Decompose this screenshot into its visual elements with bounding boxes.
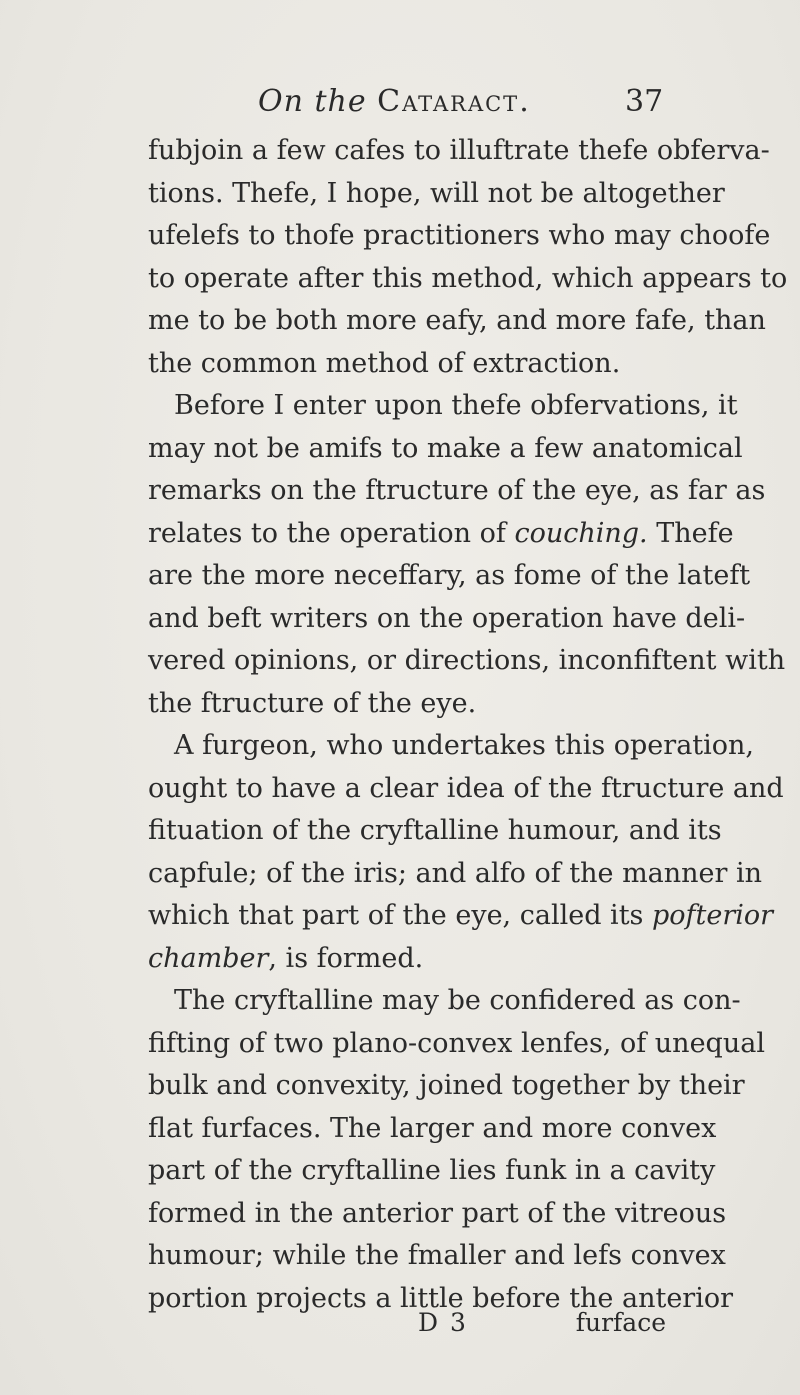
text-line: [148, 1193, 727, 1236]
text-line-content: fituation of the cryftalline humour, and its: [148, 815, 722, 846]
text-line: [148, 640, 786, 683]
text-line-content: formed in the anterior part of the vitreous: [148, 1197, 727, 1229]
text-line-content: capfule; of the iris; and alfo of the manner in: [148, 857, 763, 889]
text-line: [148, 1065, 745, 1108]
text-line: [148, 853, 763, 896]
body-text: [148, 130, 788, 1320]
text-line: [148, 683, 668, 726]
text-line-content: remarks on the ftructure of the eye, as far as: [148, 475, 766, 506]
text-line: [148, 385, 738, 428]
title-main: Cataract.: [377, 84, 531, 119]
page-footer: [148, 1308, 668, 1348]
text-line-content: and beft writers on the operation have deli-: [148, 602, 746, 634]
text-line-content: tions. Thefe, I hope, will not be altogether: [148, 177, 725, 209]
running-header: [258, 84, 664, 128]
text-line: [148, 1150, 716, 1193]
text-line: [148, 598, 746, 641]
text-line-content: may not be amifs to make a few anatomical: [148, 432, 743, 464]
text-segment: relates to the operation of: [148, 517, 515, 549]
text-segment: Thefe: [647, 517, 734, 549]
text-line: [148, 725, 754, 768]
text-line: [148, 768, 784, 811]
italic-term: chamber: [148, 942, 269, 974]
text-line-content: portion projects a little before the anterior: [148, 1282, 734, 1314]
catchword: furface: [575, 1308, 666, 1337]
text-line: [148, 173, 725, 216]
text-line-content: fubjoin a few cafes to illuftrate thefe obferva-: [148, 135, 770, 166]
text-line-content: are the more neceffary, as fome of the lateft: [148, 560, 751, 591]
text-line: [148, 1235, 726, 1278]
text-segment: , is formed.: [268, 942, 424, 974]
text-line-content: flat furfaces. The larger and more convex: [148, 1112, 717, 1144]
text-line: [148, 895, 774, 938]
text-line: [148, 810, 722, 853]
text-line: [148, 258, 788, 301]
text-line-content: The cryftalline may be confidered as con-: [174, 985, 741, 1016]
text-line-content: me to be both more eafy, and more fafe, than: [148, 305, 766, 336]
page-number: 37: [625, 84, 664, 119]
text-line: [148, 1108, 717, 1151]
signature-mark: D 3: [418, 1308, 468, 1337]
text-line-content: ufelefs to thofe practitioners who may choofe: [148, 220, 771, 251]
text-line: [148, 470, 766, 513]
text-line-content: A furgeon, who undertakes this operation,: [174, 730, 754, 761]
text-line: [148, 215, 771, 258]
text-line-content: part of the cryftalline lies funk in a cavity: [148, 1155, 716, 1186]
italic-term: couching.: [514, 517, 648, 549]
text-line: [148, 300, 766, 343]
text-line: [148, 130, 770, 173]
text-line-content: [148, 895, 774, 938]
text-line-content: to operate after this method, which appears to: [148, 262, 788, 294]
text-line-content: Before I enter upon thefe obfervations, it: [174, 390, 738, 421]
text-line: [148, 980, 741, 1023]
text-line: [148, 555, 751, 598]
text-segment: which that part of the eye, called its: [148, 900, 652, 931]
text-line: [148, 1023, 765, 1066]
text-line: [148, 343, 668, 386]
text-line-content: the common method of extraction.: [148, 347, 621, 379]
text-line-content: the ftructure of the eye.: [148, 687, 477, 719]
text-line-content: ought to have a clear idea of the ftructure and: [148, 772, 784, 804]
title-prefix: On the: [258, 84, 367, 119]
text-line-content: humour; while the fmaller and lefs convex: [148, 1240, 726, 1271]
running-title: [258, 84, 531, 119]
text-line-content: fifting of two plano-convex lenfes, of unequal: [148, 1027, 765, 1059]
text-line-content: vered opinions, or directions, inconfiftent with: [148, 645, 786, 676]
text-line: [148, 513, 734, 556]
text-line-content: bulk and convexity, joined together by their: [148, 1070, 745, 1101]
text-line-content: [148, 938, 423, 981]
text-line: [148, 428, 743, 471]
italic-term: pofterior: [651, 900, 774, 931]
text-line-content: [148, 513, 734, 556]
text-line: [148, 938, 668, 981]
